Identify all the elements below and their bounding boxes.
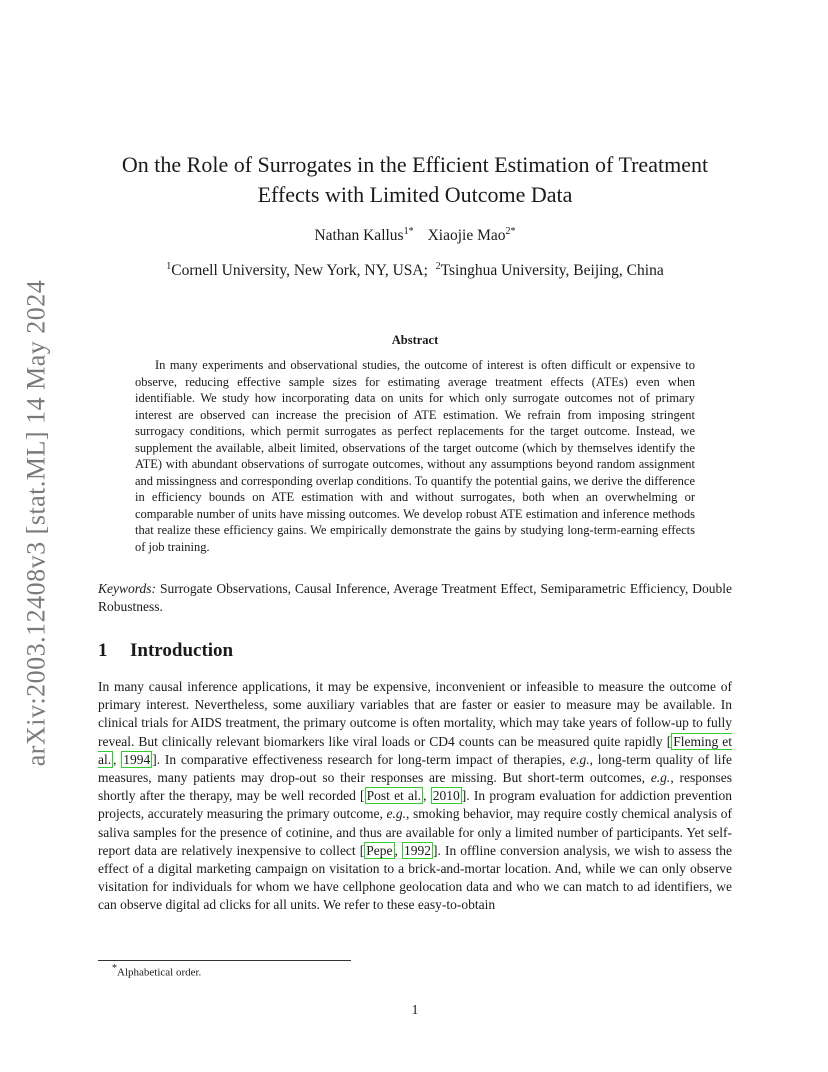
- citation-link[interactable]: 2010: [432, 788, 460, 804]
- intro-text: e.g.: [570, 751, 590, 767]
- section-title: Introduction: [130, 640, 234, 661]
- affiliation-mark: 2: [435, 261, 441, 272]
- citation-link[interactable]: Fleming et al.: [98, 733, 732, 767]
- arxiv-identifier-stamp: [12, 270, 60, 775]
- footnote-text: Alphabetical order.: [117, 966, 202, 979]
- section-number: 1: [98, 640, 108, 661]
- arxiv-identifier-text: arXiv:2003.12408v3 [stat.ML] 14 May 2024: [21, 279, 51, 766]
- abstract-text: In many experiments and observational studies, the outcome of interest is often difficult or expensive to observe, reducing effective sample sizes for estimating average treatment effects (ATEs) even when identifiable. We study how incorporating data on units for which only surrogate outcomes not of primary interest are observed can increase the precision of ATE estimation. We refrain from imposing stringent surrogacy conditions, which permit surrogates as perfect replacements for the target outcome. Instead, we supplement the available, albeit limited, observations of the target outcome (which by themselves identify the ATE) with abundant observations of surrogate outcomes, without any assumptions beyond random assignment and missingness and corresponding overlap conditions. To quantify the potential gains, we derive the difference in efficiency bounds on ATE estimation with and without surrogates, both when an overwhelming or comparable number of units have missing outcomes. We develop robust ATE estimation and inference methods that realize these efficiency gains. We empirically demonstrate the gains by studying long-term-earning effects of job training.: [135, 358, 695, 554]
- paper-title: [98, 150, 732, 210]
- intro-text: In many causal inference applications, it may be expensive, inconvenient or infeasible to measure the outcome of primary interest. Nevertheless, some auxiliary variables that are faster or easier to measure may be available. In clinical trials for AIDS treatment, the primary outcome is often mortality, which may take years of follow-up to fully reveal. But clinically relevant biomarkers like viral loads or CD4 counts can be measured quite rapidly [: [98, 679, 732, 749]
- affiliation-name: Cornell University, New York, NY, USA;: [171, 262, 428, 280]
- author-affiliation-mark: 1*: [403, 226, 414, 237]
- page-number: 1: [411, 1002, 419, 1017]
- intro-text: ,: [394, 842, 402, 858]
- citation-link[interactable]: 1994: [123, 751, 151, 767]
- footnote-divider: [98, 960, 351, 961]
- keywords: [98, 580, 732, 616]
- footnote: [112, 963, 201, 979]
- citation-link[interactable]: Pepe: [366, 842, 393, 858]
- intro-text: ,: [113, 751, 122, 767]
- keywords-label: Keywords:: [98, 581, 156, 596]
- section-heading: [98, 640, 233, 662]
- affiliation-list: [98, 261, 732, 280]
- intro-text: , smoking behavior, may require costly chemical analysis of saliva samples for the presence of cotinine, and thus are available for only a limited number of participants. Yet self-report data are relatively inexpensive to collect [: [98, 806, 732, 858]
- title-line-1: On the Role of Surrogates in the Efficient Estimation of Treatment: [121, 152, 709, 177]
- abstract-heading: Abstract: [391, 333, 439, 347]
- introduction-paragraph: [98, 678, 732, 915]
- title-line-2: Effects with Limited Outcome Data: [257, 182, 573, 207]
- citation-link[interactable]: 1992: [403, 842, 431, 858]
- author-name: Nathan Kallus: [314, 227, 404, 245]
- affiliation-name: Tsinghua University, Beijing, China: [440, 262, 664, 280]
- intro-text: , responses shortly after the therapy, may be well recorded [: [98, 770, 732, 804]
- intro-text: e.g.: [386, 806, 407, 822]
- intro-text: , long-term quality of life measures, many patients may drop-out so their responses are missing. But short-term outcomes,: [98, 751, 733, 786]
- author-affiliation-mark: 2*: [505, 226, 516, 237]
- intro-text: ]. In program evaluation for addiction prevention projects, accurately measuring the primary outcome,: [98, 788, 733, 822]
- citation-link[interactable]: Post et al.: [366, 788, 422, 804]
- author-list: [98, 226, 732, 245]
- footnote-mark: *: [112, 963, 117, 974]
- intro-text: ]. In comparative effectiveness research for long-term impact of therapies,: [152, 751, 571, 767]
- affiliation-mark: 1: [166, 261, 172, 272]
- author-name: Xiaojie Mao: [427, 227, 506, 245]
- intro-text: ]. In offline conversion analysis, we wish to assess the effect of a digital marketing campaign on visitation to a brick-and-mortar location. And, while we can only observe visitation for individuals for whom we have cellphone geolocation data and who we can match to ad identifiers, we can observe digital ad clicks for all units. We refer to these easy-to-obtain: [98, 842, 732, 913]
- intro-text: ,: [423, 788, 431, 804]
- intro-text: e.g.: [650, 770, 671, 786]
- keywords-text: Surrogate Observations, Causal Inference, Average Treatment Effect, Semiparametric Efficiency, Double Robustness.: [98, 581, 733, 614]
